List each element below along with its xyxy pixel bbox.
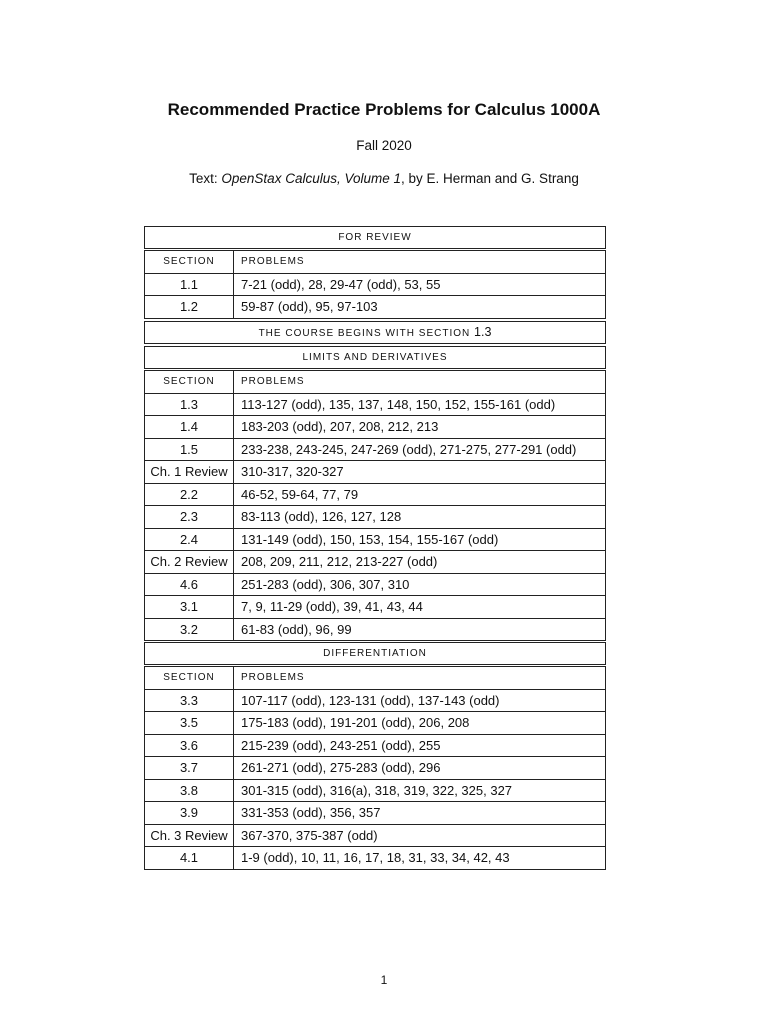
section-cell: 1.3 xyxy=(145,393,234,416)
textbook-line xyxy=(0,171,768,186)
section-cell: 2.3 xyxy=(145,506,234,529)
problems-cell: 113-127 (odd), 135, 137, 148, 150, 152, 155-161 (odd) xyxy=(234,393,606,416)
table-row xyxy=(145,824,606,847)
table-header-row xyxy=(145,667,606,690)
problems-cell: 131-149 (odd), 150, 153, 154, 155-167 (odd) xyxy=(234,528,606,551)
table-row xyxy=(145,596,606,619)
differentiation-table xyxy=(144,666,606,870)
table-row xyxy=(145,461,606,484)
section-cell: 1.2 xyxy=(145,296,234,319)
section-cell: Ch. 3 Review xyxy=(145,824,234,847)
page-number: 1 xyxy=(380,973,388,987)
section-cell: 3.7 xyxy=(145,757,234,780)
course-start-section-number: 1.3 xyxy=(474,325,492,339)
problems-cell: 1-9 (odd), 10, 11, 16, 17, 18, 31, 33, 34, 42, 43 xyxy=(234,847,606,870)
limits-table xyxy=(144,370,606,641)
table-row xyxy=(145,618,606,641)
problems-cell: 215-239 (odd), 243-251 (odd), 255 xyxy=(234,734,606,757)
section-column-header: SECTION xyxy=(145,251,234,274)
table-row xyxy=(145,779,606,802)
review-header: FOR REVIEW xyxy=(144,226,606,249)
problems-cell: 183-203 (odd), 207, 208, 212, 213 xyxy=(234,416,606,439)
problems-cell: 310-317, 320-327 xyxy=(234,461,606,484)
course-start-note xyxy=(144,321,606,344)
table-row xyxy=(145,296,606,319)
problems-cell: 59-87 (odd), 95, 97-103 xyxy=(234,296,606,319)
table-row xyxy=(145,689,606,712)
section-cell: 2.2 xyxy=(145,483,234,506)
section-column-header: SECTION xyxy=(145,371,234,394)
problems-column-header: PROBLEMS xyxy=(234,371,606,394)
limits-header: LIMITS AND DERIVATIVES xyxy=(144,346,606,369)
table-row xyxy=(145,416,606,439)
problems-cell: 83-113 (odd), 126, 127, 128 xyxy=(234,506,606,529)
section-column-header: SECTION xyxy=(145,667,234,690)
table-header-row xyxy=(145,371,606,394)
section-cell: 1.5 xyxy=(145,438,234,461)
section-cell: 3.1 xyxy=(145,596,234,619)
table-row xyxy=(145,438,606,461)
problems-cell: 208, 209, 211, 212, 213-227 (odd) xyxy=(234,551,606,574)
table-row xyxy=(145,483,606,506)
table-row xyxy=(145,847,606,870)
section-cell: 3.6 xyxy=(145,734,234,757)
review-table xyxy=(144,250,606,319)
section-cell: 2.4 xyxy=(145,528,234,551)
problems-cell: 301-315 (odd), 316(a), 318, 319, 322, 325, 327 xyxy=(234,779,606,802)
section-cell: 1.1 xyxy=(145,273,234,296)
problems-cell: 61-83 (odd), 96, 99 xyxy=(234,618,606,641)
section-cell: 3.3 xyxy=(145,689,234,712)
section-cell: Ch. 2 Review xyxy=(145,551,234,574)
problems-cell: 261-271 (odd), 275-283 (odd), 296 xyxy=(234,757,606,780)
problems-cell: 251-283 (odd), 306, 307, 310 xyxy=(234,573,606,596)
problems-cell: 7-21 (odd), 28, 29-47 (odd), 53, 55 xyxy=(234,273,606,296)
problems-cell: 331-353 (odd), 356, 357 xyxy=(234,802,606,825)
textbook-authors: , by E. Herman and G. Strang xyxy=(401,171,579,186)
table-row xyxy=(145,712,606,735)
section-cell: 4.6 xyxy=(145,573,234,596)
section-cell: Ch. 1 Review xyxy=(145,461,234,484)
table-row xyxy=(145,551,606,574)
section-cell: 3.9 xyxy=(145,802,234,825)
section-cell: 1.4 xyxy=(145,416,234,439)
differentiation-header: DIFFERENTIATION xyxy=(144,642,606,665)
table-row xyxy=(145,757,606,780)
problems-cell: 367-370, 375-387 (odd) xyxy=(234,824,606,847)
textbook-prefix: Text: xyxy=(189,171,222,186)
problems-cell: 175-183 (odd), 191-201 (odd), 206, 208 xyxy=(234,712,606,735)
section-cell: 3.8 xyxy=(145,779,234,802)
table-row xyxy=(145,802,606,825)
problems-cell: 107-117 (odd), 123-131 (odd), 137-143 (odd) xyxy=(234,689,606,712)
table-row xyxy=(145,273,606,296)
table-row xyxy=(145,734,606,757)
problems-cell: 233-238, 243-245, 247-269 (odd), 271-275, 277-291 (odd) xyxy=(234,438,606,461)
section-cell: 3.2 xyxy=(145,618,234,641)
section-cell: 3.5 xyxy=(145,712,234,735)
table-row xyxy=(145,528,606,551)
table-row xyxy=(145,393,606,416)
term-label: Fall 2020 xyxy=(356,138,412,153)
problems-cell: 7, 9, 11-29 (odd), 39, 41, 43, 44 xyxy=(234,596,606,619)
table-row xyxy=(145,506,606,529)
problems-column-header: PROBLEMS xyxy=(234,667,606,690)
problems-cell: 46-52, 59-64, 77, 79 xyxy=(234,483,606,506)
table-header-row xyxy=(145,251,606,274)
table-row xyxy=(145,573,606,596)
course-start-note-text: THE COURSE BEGINS WITH SECTION xyxy=(258,328,475,339)
document-title: Recommended Practice Problems for Calculus 1000A xyxy=(167,100,601,119)
textbook-title: OpenStax Calculus, Volume 1 xyxy=(221,171,401,186)
problems-column-header: PROBLEMS xyxy=(234,251,606,274)
section-cell: 4.1 xyxy=(145,847,234,870)
